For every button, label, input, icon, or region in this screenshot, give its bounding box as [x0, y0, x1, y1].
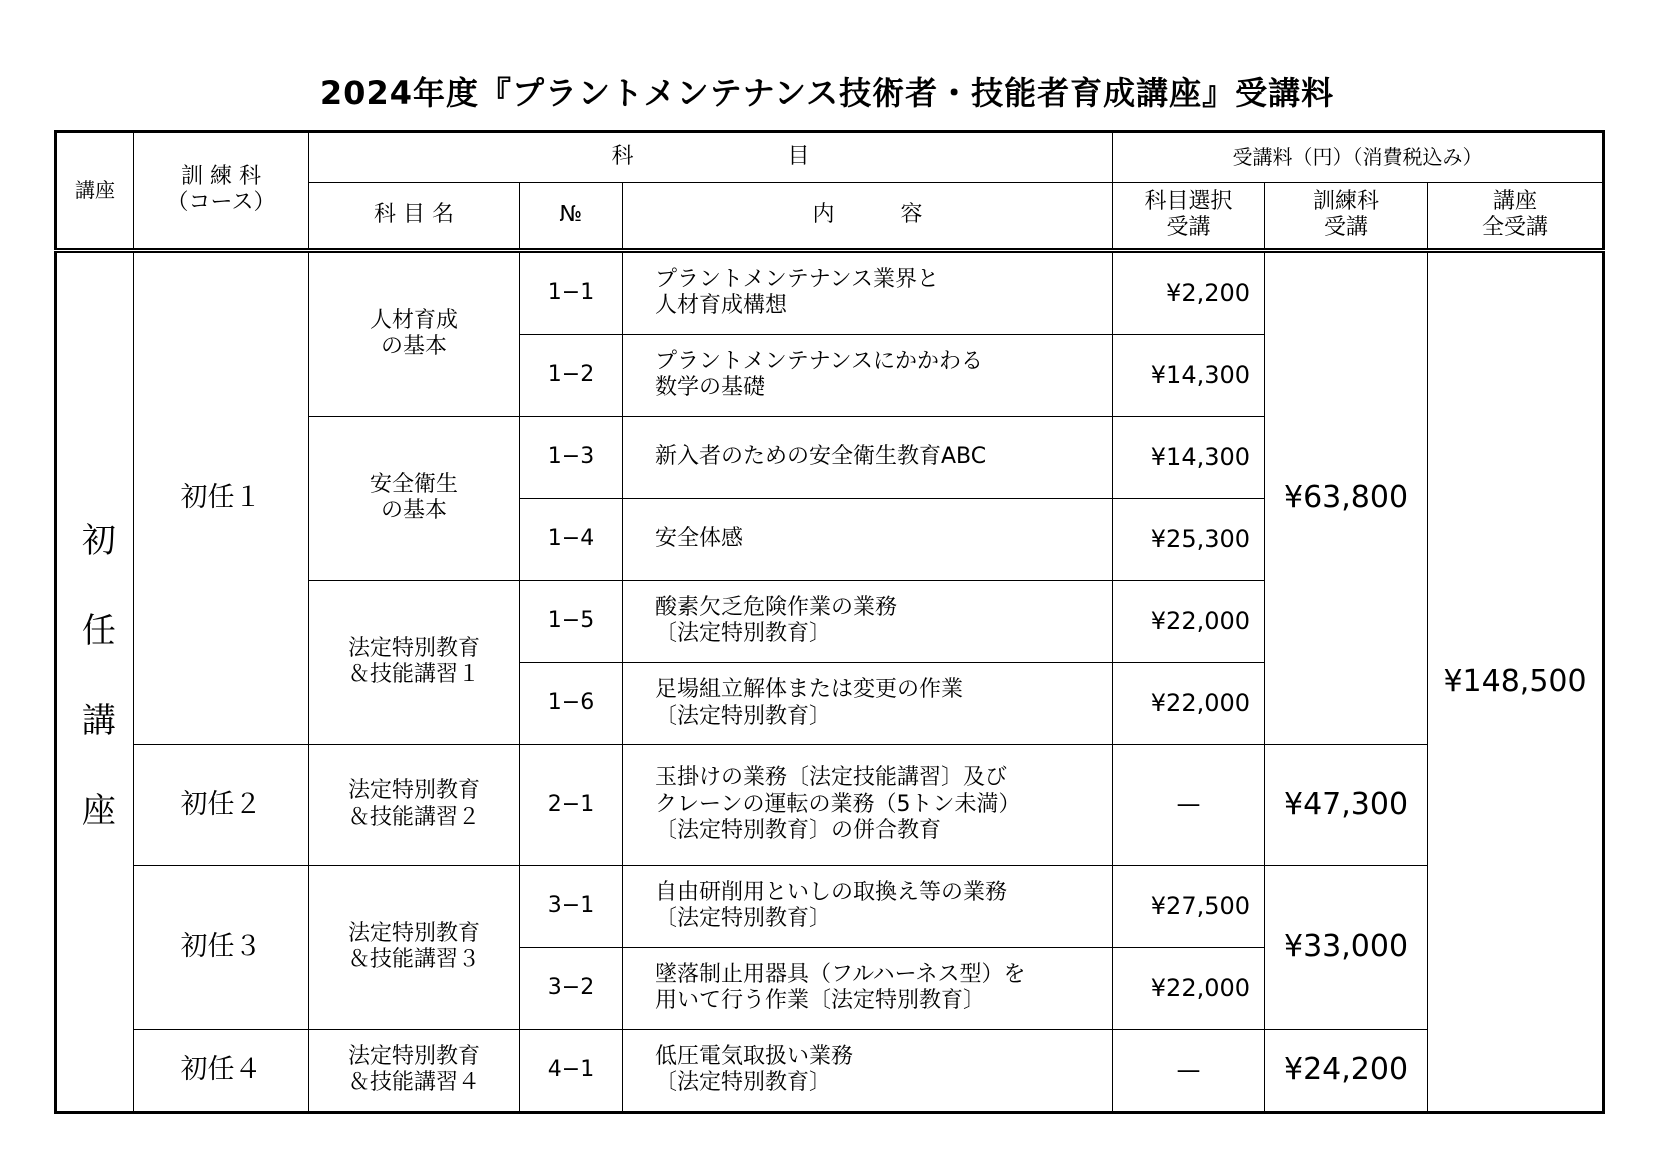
header-row-1: [56, 132, 1604, 183]
header-fee-group: 受講料（円）（消費税込み）: [1113, 132, 1604, 183]
row-no: 3−1: [520, 865, 623, 947]
subject-name: 法定特別教育 ＆技能講習２: [309, 745, 520, 866]
header-fee-subject: 科目選択 受講: [1113, 182, 1265, 250]
course-total: ¥24,200: [1265, 1029, 1428, 1112]
table-row: [56, 250, 1604, 334]
header-fee-all: 講座 全受講: [1428, 182, 1604, 250]
row-fee: ¥14,300: [1113, 334, 1265, 416]
row-content: 墜落制止用器具（フルハーネス型）を 用いて行う作業〔法定特別教育〕: [623, 947, 1113, 1029]
subject-name: 法定特別教育 ＆技能講習３: [309, 865, 520, 1029]
row-no: 2−1: [520, 745, 623, 866]
row-fee: ¥14,300: [1113, 416, 1265, 498]
header-course: 訓 練 科 （コース）: [134, 132, 309, 251]
row-content: 酸素欠乏危険作業の業務 〔法定特別教育〕: [623, 580, 1113, 662]
course-name: 初任３: [134, 865, 309, 1029]
subject-name: 法定特別教育 ＆技能講習１: [309, 580, 520, 744]
lecture-name-cell: [56, 250, 134, 1112]
row-fee: —: [1113, 745, 1265, 866]
table-row: [56, 865, 1604, 947]
row-content: プラントメンテナンス業界と 人材育成構想: [623, 250, 1113, 334]
row-fee: ¥22,000: [1113, 580, 1265, 662]
row-fee: ¥25,300: [1113, 498, 1265, 580]
row-no: 1−6: [520, 662, 623, 744]
course-name: 初任２: [134, 745, 309, 866]
row-no: 1−5: [520, 580, 623, 662]
lecture-name: 初任講座: [75, 521, 116, 882]
row-content: 玉掛けの業務〔法定技能講習〕及び クレーンの運転の業務（5トン未満） 〔法定特別教育〕の併合教育: [623, 745, 1113, 866]
course-name: 初任１: [134, 250, 309, 745]
row-content: 自由研削用といしの取換え等の業務 〔法定特別教育〕: [623, 865, 1113, 947]
table-row: [56, 745, 1604, 866]
row-no: 1−2: [520, 334, 623, 416]
row-fee: ¥2,200: [1113, 250, 1265, 334]
row-no: 1−3: [520, 416, 623, 498]
course-total: ¥63,800: [1265, 250, 1428, 745]
subject-name: 人材育成 の基本: [309, 250, 520, 416]
header-content: 内 容: [623, 182, 1113, 250]
row-content: 低圧電気取扱い業務 〔法定特別教育〕: [623, 1029, 1113, 1112]
course-total: ¥33,000: [1265, 865, 1428, 1029]
lecture-total: ¥148,500: [1428, 250, 1604, 1112]
row-no: 3−2: [520, 947, 623, 1029]
row-no: 1−4: [520, 498, 623, 580]
header-subject-group: 科 目: [309, 132, 1113, 183]
row-no: 4−1: [520, 1029, 623, 1112]
row-content: 新入者のための安全衛生教育ABC: [623, 416, 1113, 498]
row-content: 安全体感: [623, 498, 1113, 580]
row-fee: ¥22,000: [1113, 662, 1265, 744]
subject-name: 法定特別教育 ＆技能講習４: [309, 1029, 520, 1112]
header-no: №: [520, 182, 623, 250]
header-lecture: 講座: [56, 132, 134, 251]
course-name: 初任４: [134, 1029, 309, 1112]
subject-name: 安全衛生 の基本: [309, 416, 520, 580]
course-total: ¥47,300: [1265, 745, 1428, 866]
header-fee-course: 訓練科 受講: [1265, 182, 1428, 250]
row-no: 1−1: [520, 250, 623, 334]
row-content: プラントメンテナンスにかかわる 数学の基礎: [623, 334, 1113, 416]
page-title: 2024年度『プラントメンテナンス技術者・技能者育成講座』受講料: [319, 74, 1335, 112]
table-row: [56, 1029, 1604, 1112]
row-fee: ¥27,500: [1113, 865, 1265, 947]
fee-table: [54, 130, 1605, 1114]
row-fee: —: [1113, 1029, 1265, 1112]
header-subject-name: 科 目 名: [309, 182, 520, 250]
row-content: 足場組立解体または変更の作業 〔法定特別教育〕: [623, 662, 1113, 744]
row-fee: ¥22,000: [1113, 947, 1265, 1029]
